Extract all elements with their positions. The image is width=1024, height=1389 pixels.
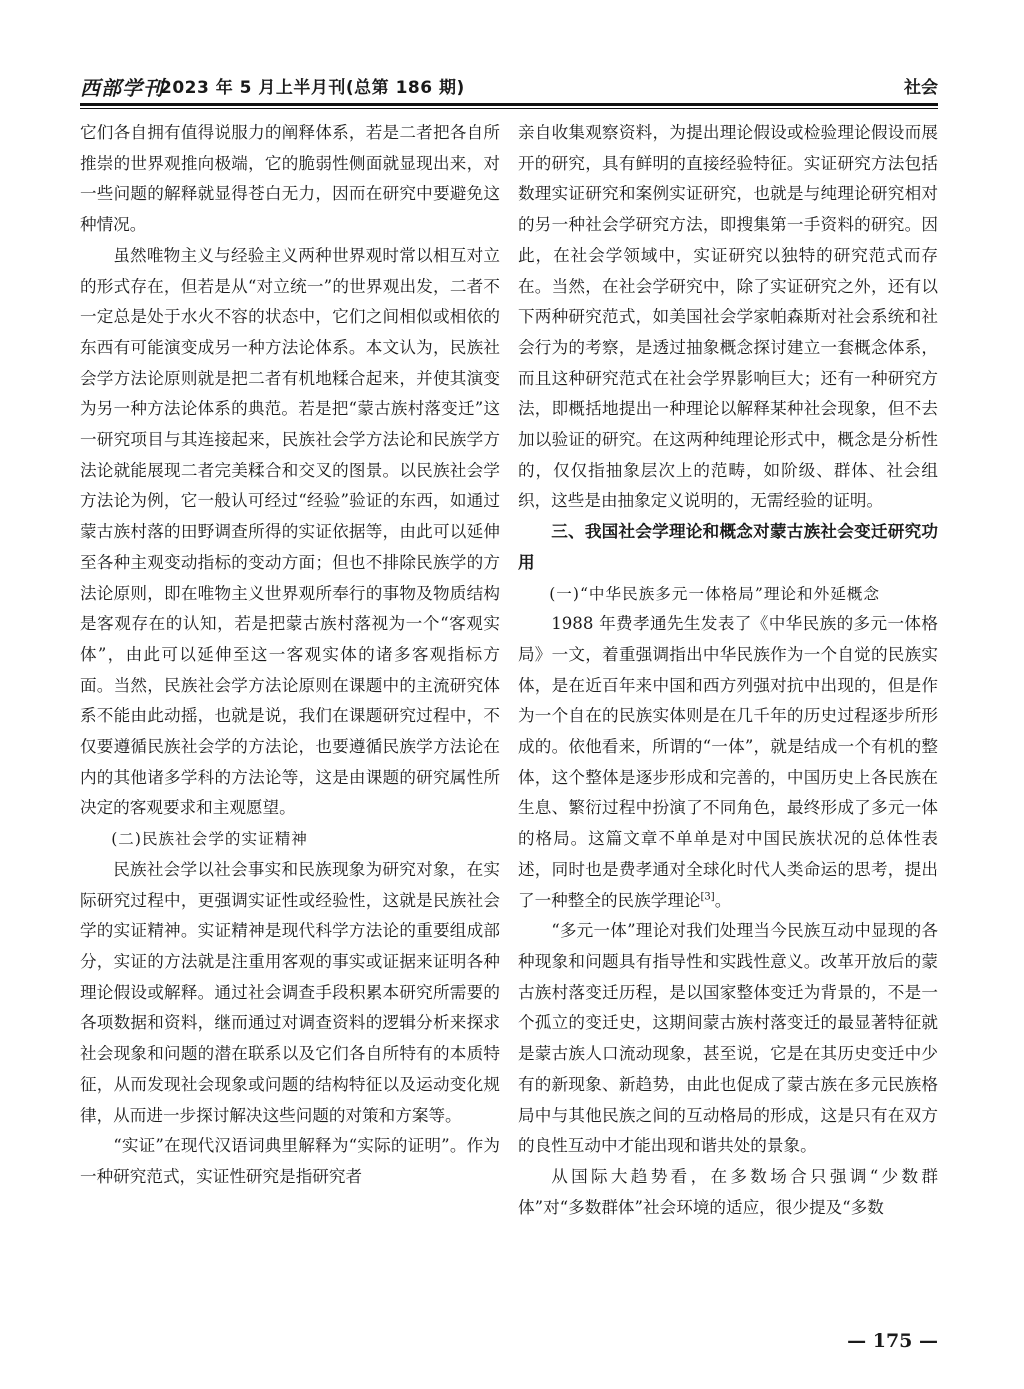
paragraph-end: 。 [714, 890, 732, 910]
running-header [80, 68, 938, 102]
header-rule-thin [80, 108, 938, 109]
paragraph: 它们各自拥有值得说服力的阐释体系，若是二者把各自所推崇的世界观推向极端，它的脆弱性侧面就显现出来，对一些问题的解释就显得苍白无力，因而在研究中要避免这种情况。 [80, 123, 500, 235]
paragraph: 虽然唯物主义与经验主义两种世界观时常以相互对立的形式存在，但若是从“对立统一”的世界观出发，二者不一定总是处于水火不容的状态中，它们之间相似或相依的东西有可能演变成另一种方法论体系。本文认为，民族社会学方法论原则就是把二者有机地糅合起来，并使其演变为另一种方法论体系的典范。若是把“蒙古族村落变迁”这一研究项目与其连接起来，民族社会学方法论和民族学方法论就能展现二者完美糅合和交叉的图景。以民族社会学方法论为例，它一般认可经过“经验”验证的东西，如通过蒙古族村落的田野调查所得的实证依据等，由此可以延伸至各种主观变动指标的变动方面；但也不排除民族学的方法论原则，即在唯物主义世界观所奉行的事物及物质结构是客观存在的认知，若是把蒙古族村落视为一个“客观实体”，由此可以延伸至这一客观实体的诸多客观指标方面。当然，民族社会学方法论原则在课题中的主流研究体系不能由此动摇，也就是说，我们在课题研究过程中，不仅要遵循民族社会学的方法论，也要遵循民族学方法论在内的其他诸多学科的方法论等，这是由课题的研究属性所决定的客观要求和主观愿望。 [80, 245, 500, 818]
paragraph-text: 1988 年费孝通先生发表了《中华民族的多元一体格局》一文，着重强调指出中华民族作为一个自觉的民族实体，是在近百年来中国和西方列强对抗中出现的，但是作为一个自在的民族实体则是在几千年的历史过程逐步所形成的。依他看来，所谓的“一体”，就是结成一个有机的整体，这个整体是逐步形成和完善的，中国历史上各民族在生息、繁衍过程中扮演了不同角色，最终形成了多元一体的格局。这篇文章不单单是对中国民族状况的总体性表述，同时也是费孝通对全球化时代人类命运的思考，提出了一种整全的民族学理论 [518, 614, 938, 910]
subsection-heading: (二)民族社会学的实证精神 [111, 830, 308, 849]
paragraph: 亲自收集观察资料，为提出理论假设或检验理论假设而展开的研究，具有鲜明的直接经验特征。实证研究方法包括数理实证研究和案例实证研究，也就是与纯理论研究相对的另一种社会学研究方法，即搜集第一手资料的研究。因此，在社会学领域中，实证研究以独特的研究范式而存在。当然，在社会学研究中，除了实证研究之外，还有以下两种研究范式，如美国社会学家帕森斯对社会系统和社会行为的考察，是透过抽象概念探讨建立一套概念体系，而且这种研究范式在社会学界影响巨大；还有一种研究方法，即概括地提出一种理论以解释某种社会现象，但不去加以验证的研究。在这两种纯理论形式中，概念是分析性的，仅仅指抽象层次上的范畴，如阶级、群体、社会组织，这些是由抽象定义说明的，无需经验的证明。 [518, 123, 938, 511]
left-column [80, 118, 500, 1193]
paragraph [518, 609, 938, 916]
paragraph: 民族社会学以社会事实和民族现象为研究对象，在实际研究过程中，更强调实证性或经验性，这就是民族社会学的实证精神。实证精神是现代科学方法论的重要组成部分，实证的方法就是注重用客观的事实或证据来证明各种理论假设或解释。通过社会调查手段积累本研究所需要的各项数据和资料，继而通过对调查资料的逻辑分析来探求社会现象和问题的潜在联系以及它们各自所特有的本质特征，从而发现社会现象或问题的结构特征以及运动变化规律，从而进一步探讨解决这些问题的对策和方案等。 [80, 859, 500, 1125]
section-label: 社会 [904, 78, 938, 98]
section-heading: 三、我国社会学理论和概念对蒙古族社会变迁研究功用 [518, 522, 938, 572]
subsection-heading: (一)“中华民族多元一体格局”理论和外延概念 [549, 584, 880, 603]
paragraph: 从国际大趋势看，在多数场合只强调“少数群体”对“多数群体”社会环境的适应，很少提及“多数 [518, 1166, 938, 1217]
right-column [518, 118, 938, 1223]
paragraph: “实证”在现代汉语词典里解释为“实际的证明”。作为一种研究范式，实证性研究是指研究者 [80, 1136, 500, 1186]
header-rule-thick [80, 103, 938, 106]
issue-info: 2023 年 5 月上半月刊(总第 186 期) [160, 78, 465, 98]
journal-logo: 西部学刊 [80, 76, 164, 100]
paragraph: “多元一体”理论对我们处理当今民族互动中显现的各种现象和问题具有指导性和实践性意义。改革开放后的蒙古族村落变迁历程，是以国家整体变迁为背景的，不是一个孤立的变迁史，这期间蒙古族村落变迁的最显著特征就是蒙古族人口流动现象，甚至说，它是在其历史变迁中少有的新现象、新趋势，由此也促成了蒙古族在多元民族格局中与其他民族之间的互动格局的形成，这是只有在双方的良性互动中才能出现和谐共处的景象。 [518, 921, 938, 1156]
citation-ref: [3] [700, 891, 715, 903]
page-number: — 175 — [847, 1330, 938, 1352]
